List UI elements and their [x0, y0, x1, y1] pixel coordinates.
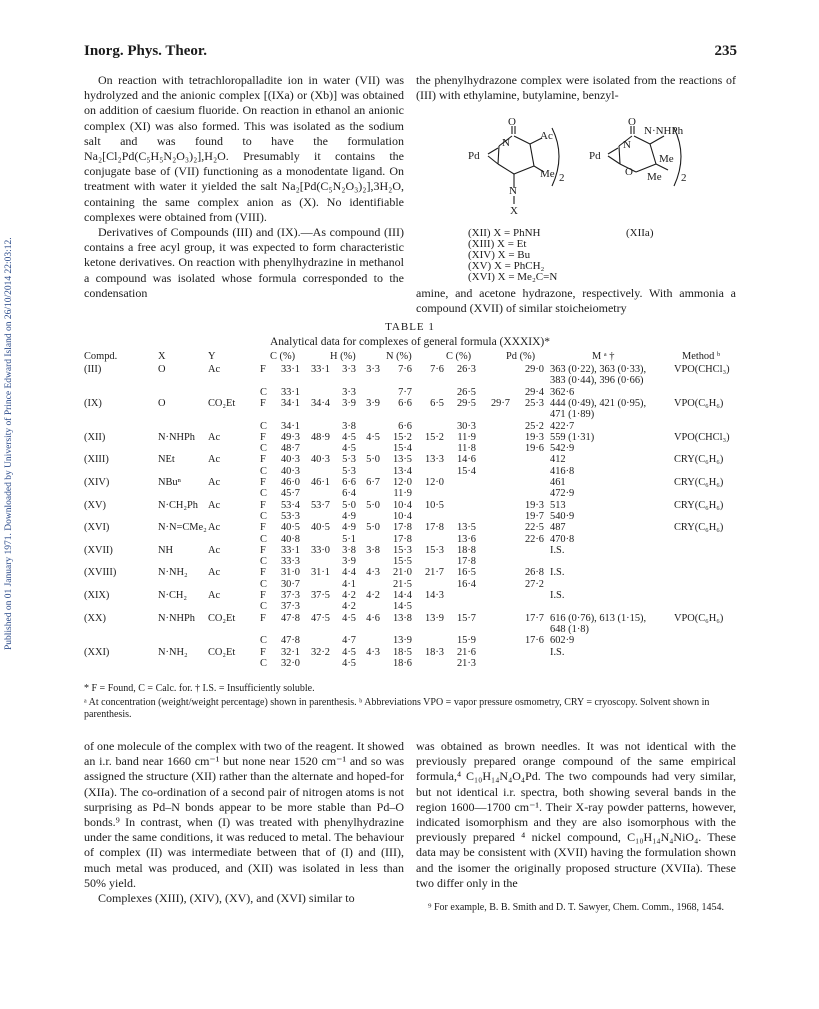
table-cell: 4·5 [342, 431, 356, 443]
table-cell: 4·5 [342, 657, 356, 669]
table-cell: 33·1 [280, 544, 300, 556]
table-cell: 3·3 [366, 364, 380, 375]
table-cell: 15·2 [392, 431, 412, 443]
table-cell: 33·1 [280, 364, 300, 375]
table-cell: 46·0 [280, 477, 300, 488]
table-cell: 25·2 [524, 420, 544, 432]
table-cell: 29·5 [456, 397, 476, 409]
table-cell: 5·0 [366, 522, 380, 534]
table-cell: 3·8 [342, 420, 356, 432]
table-cell: C [260, 635, 267, 647]
table-cell: C [260, 510, 267, 522]
table-cell: O [158, 397, 166, 409]
table-cell: 5·3 [342, 465, 356, 477]
table-cell: 14·4 [392, 590, 412, 601]
column-right-bottom [416, 739, 736, 891]
atom-label: O [625, 166, 633, 178]
table-cell: N·NH₂ [158, 646, 188, 658]
table-cell: CRY(C₆H₆) [674, 477, 724, 488]
table-cell: 4·5 [342, 612, 356, 624]
table-cell: 648 (1·8) [550, 623, 589, 635]
column-left-top [84, 73, 404, 301]
column-right-top [416, 73, 736, 103]
table-cell: C [260, 488, 267, 500]
table-cell: 29·4 [524, 386, 544, 398]
table-cell: 19·3 [524, 499, 544, 511]
table-cell: 7·6 [398, 364, 412, 375]
table-cell: 5·0 [366, 499, 380, 511]
table-cell: C [260, 533, 267, 545]
paragraph: the phenylhydrazone complex were isolated from the reactions of (III) with ethylamine, butylamine, benzyl- [416, 73, 736, 103]
table-cell: 12·0 [392, 477, 412, 488]
table-cell: 26·5 [456, 386, 476, 398]
table-cell: 37·3 [280, 601, 300, 613]
table-cell: VPO(CHCl₃) [674, 364, 730, 375]
atom-label: O [508, 116, 516, 128]
table-cell: 416·8 [550, 465, 575, 477]
table-cell: 11·9 [457, 431, 476, 443]
table-cell: I.S. [550, 544, 565, 556]
table-cell: 6·6 [398, 397, 412, 409]
column-header: Compd. [84, 351, 118, 362]
table-cell: N·CH₂Ph [158, 499, 198, 511]
table-cell: F [260, 590, 266, 601]
table-cell: CRY(C₆H₆) [674, 522, 724, 534]
table-cell: 17·7 [524, 612, 544, 624]
table-cell: N·NHPh [158, 431, 195, 443]
table-cell: 31·0 [280, 567, 300, 579]
table-cell: 363 (0·22), 363 (0·33), [550, 364, 647, 375]
table-cell: F [260, 364, 266, 375]
table-cell: 3·8 [342, 544, 356, 556]
table-cell: (IX) [84, 397, 102, 409]
table-cell: C [260, 386, 267, 398]
table-cell: 4·2 [342, 601, 356, 613]
atom-label: 2 [681, 172, 687, 184]
page-footnote: ⁹ For example, B. B. Smith and D. T. Sawyer, Chem. Comm., 1968, 1454. [428, 902, 725, 913]
table-cell: 32·2 [310, 646, 330, 658]
atom-label: N·NHPh [644, 125, 684, 137]
table-cell: C [260, 443, 267, 455]
table-cell: F [260, 499, 266, 511]
table-cell: (XX) [84, 612, 106, 624]
table-cell: 5·0 [342, 499, 356, 511]
table-cell: 5·0 [366, 454, 380, 466]
paragraph: Complexes (XIII), (XIV), (XV), and (XVI) similar to [98, 891, 355, 906]
table-cell: Ac [208, 364, 221, 375]
table-cell: 18·3 [424, 646, 444, 658]
table-cell: 40·3 [280, 465, 300, 477]
table-cell: 13·9 [424, 612, 444, 624]
table-cell: 14·3 [424, 590, 444, 601]
table-cell: 4·9 [342, 522, 356, 534]
table-cell: 383 (0·44), 396 (0·66) [550, 375, 644, 387]
table-cell: F [260, 567, 266, 579]
table-cell: 422·7 [550, 420, 575, 432]
atom-label: Me [647, 171, 662, 183]
table-cell: 30·7 [280, 578, 300, 590]
table-cell: 412 [550, 454, 566, 466]
table-cell: 16·4 [456, 578, 476, 590]
table-cell: 21·0 [392, 567, 412, 579]
table-cell: VPO(CHCl₃) [674, 431, 730, 443]
column-header: C (%) [446, 351, 472, 362]
table-cell: C [260, 601, 267, 613]
atom-label: O [628, 116, 636, 128]
table-cell: C [260, 465, 267, 477]
table-cell: NH [158, 544, 174, 556]
table-cell: 362·6 [550, 386, 575, 398]
table-cell: 32·1 [280, 646, 300, 658]
table-cell: 13·4 [392, 465, 412, 477]
table-cell: CRY(C₆H₆) [674, 499, 724, 511]
table-cell: 17·6 [524, 635, 544, 647]
table-cell: 13·3 [424, 454, 444, 466]
column-header: N (%) [386, 351, 412, 362]
analytical-data-table [84, 351, 736, 681]
table-cell: 5·1 [342, 533, 356, 545]
atom-label: Pd [468, 150, 480, 162]
compound-label: (XVI) X = Me₂C=N [468, 271, 558, 283]
table-cell: 16·5 [456, 567, 476, 579]
table-cell: 471 (1·89) [550, 409, 595, 421]
table-cell: 19·3 [524, 431, 544, 443]
table-cell: (XVIII) [84, 567, 117, 579]
table-cell: 6·6 [342, 477, 356, 488]
atom-label: X [510, 205, 518, 217]
table-cell: 3·3 [342, 386, 356, 398]
table-cell: 53·3 [280, 510, 300, 522]
table-cell: (XIV) [84, 477, 110, 488]
table-cell: 472·9 [550, 488, 575, 500]
table-cell: 17·8 [392, 522, 412, 534]
table-cell: 21·6 [456, 646, 476, 658]
table-cell: F [260, 431, 266, 443]
table-cell: 11·9 [393, 488, 412, 500]
table-cell: F [260, 397, 266, 409]
table-cell: 37·5 [310, 590, 330, 601]
table-cell: 4·9 [342, 510, 356, 522]
table-cell: 15·3 [392, 544, 412, 556]
page-number: 235 [714, 43, 737, 59]
table-cell: 3·8 [366, 544, 380, 556]
table-cell: CO₂Et [208, 646, 236, 658]
table-cell: 11·8 [457, 443, 476, 455]
atom-label: Me [540, 168, 555, 180]
download-notice: Published on 01 January 1971. Downloaded by University of Prince Edward Island on 26/10/2014 22:03:12. [4, 237, 14, 650]
structure-drawing [416, 116, 736, 226]
table-cell: 21·5 [392, 578, 412, 590]
table-cell: 4·3 [366, 567, 380, 579]
table-cell: 15·7 [456, 612, 476, 624]
table-cell: 48·7 [280, 443, 300, 455]
table-cell: I.S. [550, 567, 565, 579]
table-cell: 25·3 [524, 397, 544, 409]
table-cell: 559 (1·31) [550, 431, 595, 443]
table-cell: 13·6 [456, 533, 476, 545]
column-header: Pd (%) [506, 351, 536, 362]
table-cell: (XVI) [84, 522, 110, 534]
table-cell: 14·5 [392, 601, 412, 613]
table-cell: 4·2 [342, 590, 356, 601]
compound-label: (XIIa) [626, 227, 654, 239]
table-cell: 542·9 [550, 443, 575, 455]
table-cell: I.S. [550, 646, 565, 658]
table-cell: 40·5 [310, 522, 330, 534]
table-cell: 26·8 [524, 567, 544, 579]
table-cell: 29·7 [490, 397, 510, 409]
table-cell: 4·7 [342, 635, 356, 647]
table-cell: 40·5 [280, 522, 300, 534]
table-cell: 45·7 [280, 488, 300, 500]
column-header: X [158, 351, 166, 362]
table-cell: 40·3 [310, 454, 330, 466]
table-cell: CO₂Et [208, 397, 236, 409]
table-cell: C [260, 420, 267, 432]
table-cell: 29·0 [524, 364, 544, 375]
paragraph: was obtained as brown needles. It was not identical with the previously prepared orange compound of the same empirical formula,⁴ C₁₀H₁₄N₄O₄Pd. The two compounds had very similar, but not identical i.r. spectra, both showing several bands in the region 1600—1700 cm⁻¹. Their X-ray powder patterns, however, indicated isomorphism and they are also isomorphous with the previously prepared ⁴ nickel compound, C₁₀H₁₄N₄NiO₄. These data may be consistent with (XVII) having the formulation shown and the isomer the originally proposed structure (XVIIa). These two differ only in the [416, 739, 736, 890]
table-footnote: * F = Found, C = Calc. for. † I.S. = Insufficiently soluble. [84, 683, 315, 694]
table-cell: CO₂Et [208, 612, 236, 624]
table-cell: 513 [550, 499, 566, 511]
table-cell: 7·7 [398, 386, 412, 398]
table-cell: F [260, 544, 266, 556]
atom-label: Pd [589, 150, 601, 162]
table-cell: 602·9 [550, 635, 575, 647]
table-cell: 10·4 [392, 499, 412, 511]
atom-label: Ac [540, 130, 553, 142]
table-cell: 19·7 [524, 510, 544, 522]
table-cell: 14·6 [456, 454, 476, 466]
table-cell: 18·8 [456, 544, 476, 556]
table-cell: 18·6 [392, 657, 412, 669]
atom-label: N [623, 139, 631, 151]
table-cell: Ac [208, 522, 221, 534]
table-cell: 21·3 [456, 657, 476, 669]
table-cell: 10·5 [424, 499, 444, 511]
structure-scheme [416, 116, 736, 286]
table-cell: 10·4 [392, 510, 412, 522]
table-cell: 12·0 [424, 477, 444, 488]
table-cell: 22·6 [524, 533, 544, 545]
table-cell: (XVII) [84, 544, 113, 556]
table-cell: Ac [208, 431, 221, 443]
table-cell: 34·4 [310, 397, 330, 409]
table-cell: 18·5 [392, 646, 412, 658]
table-cell: 13·5 [456, 522, 476, 534]
table-cell: 33·0 [310, 544, 330, 556]
table-cell: O [158, 364, 166, 375]
table-cell: 53·7 [310, 499, 330, 511]
table-cell: N·N=CMe₂ [158, 522, 207, 534]
table-cell: (III) [84, 364, 102, 375]
table-cell: 461 [550, 477, 566, 488]
table-cell: 3·3 [342, 364, 356, 375]
table-cell: N·CH₂ [158, 590, 188, 601]
table-cell: 15·9 [456, 635, 476, 647]
table-cell: F [260, 454, 266, 466]
column-header: Y [208, 351, 216, 362]
table-cell: 32·0 [280, 657, 300, 669]
column-left-bottom [84, 739, 404, 906]
table-cell: 4·5 [342, 646, 356, 658]
compound-label: (XV) X = PhCH₂ [468, 260, 545, 272]
table-cell: Ac [208, 477, 221, 488]
table-cell: N·NH₂ [158, 567, 188, 579]
table-cell: 15·3 [424, 544, 444, 556]
table-cell: 34·1 [280, 397, 300, 409]
table-cell: 40·8 [280, 533, 300, 545]
table-cell: 6·4 [342, 488, 356, 500]
table-cell: 40·3 [280, 454, 300, 466]
table-cell: 47·8 [280, 612, 300, 624]
table-cell: 49·3 [280, 431, 300, 443]
table-cell: 13·9 [392, 635, 412, 647]
atom-label: N [509, 185, 517, 197]
table-cell: 15·5 [392, 556, 412, 568]
table-cell: 17·8 [424, 522, 444, 534]
table-cell: 48·9 [310, 431, 330, 443]
table-cell: 4·6 [366, 612, 380, 624]
table-cell: 487 [550, 522, 566, 534]
table-cell: VPO(C₆H₆) [674, 397, 724, 409]
table-cell: 4·2 [366, 590, 380, 601]
table-footnote: ᵃ At concentration (weight/weight percentage) shown in parenthesis. ᵇ Abbreviations VPO = vapor pressure osmometry, CRY = cryoscopy. Solvent shown in parenthesis. [84, 697, 710, 720]
table-cell: Ac [208, 454, 221, 466]
table-cell: 540·9 [550, 510, 575, 522]
table-cell: 19·6 [524, 443, 544, 455]
compound-label: (XIII) X = Et [468, 238, 527, 250]
table-cell: 6·6 [398, 420, 412, 432]
table-cell: 3·9 [342, 556, 356, 568]
table-cell: 5·3 [342, 454, 356, 466]
table-cell: F [260, 477, 266, 488]
table-cell: 13·5 [392, 454, 412, 466]
table-cell: 37·3 [280, 590, 300, 601]
table-cell: (XII) [84, 431, 106, 443]
table-cell: 47·8 [280, 635, 300, 647]
table-cell: 34·1 [280, 420, 300, 432]
table-cell: 47·5 [310, 612, 330, 624]
atom-label: N [502, 137, 510, 149]
table-cell: 4·5 [342, 443, 356, 455]
paragraph: of one molecule of the complex with two of the reagent. It showed an i.r. band near 1660 cm⁻¹ but none near 1520 cm⁻¹ and so was assigned the structure (XII) rather than the alternate and hoped-for (XIIa). The co-ordination of a second pair of nitrogen atoms is not surprising as Pd–N bonds appear to be more stable than Pd–O bonds.⁹ In contrast, when (I) was treated with phenylhydrazine under the same conditions, it was reduced to metal. The behaviour of complex (II) was intermediate between that of (I) and (III), much metal was produced, and (XII) was isolated in less than 50% yield. [84, 739, 404, 890]
table-cell: 470·8 [550, 533, 575, 545]
column-header: Method ᵇ [682, 351, 721, 362]
table-cell: Ac [208, 544, 221, 556]
table-cell: 26·3 [456, 364, 476, 375]
table-cell: C [260, 657, 267, 669]
table-cell: 33·1 [280, 386, 300, 398]
table-cell: 17·8 [392, 533, 412, 545]
table-cell: C [260, 556, 267, 568]
journal-title: Inorg. Phys. Theor. [84, 43, 207, 59]
column-right-top-cont [416, 286, 736, 316]
table-cell: (XV) [84, 499, 106, 511]
table-cell: Ac [208, 590, 221, 601]
table-cell: 15·4 [456, 465, 476, 477]
table-cell: 31·1 [310, 567, 330, 579]
table-cell: 30·3 [456, 420, 476, 432]
table-cell: 13·8 [392, 612, 412, 624]
table-cell: NEt [158, 454, 175, 466]
table-caption: Analytical data for complexes of general formula (XXXIX)* [269, 336, 551, 348]
table-cell: 33·3 [280, 556, 300, 568]
table-cell: 17·8 [456, 556, 476, 568]
table-cell: F [260, 612, 266, 624]
atom-label: Me [659, 153, 674, 165]
table-cell: 46·1 [310, 477, 330, 488]
table-cell: 444 (0·49), 421 (0·95), [550, 397, 647, 409]
table-cell: F [260, 646, 266, 658]
table-cell: 33·1 [310, 364, 330, 375]
table-cell: Ac [208, 499, 221, 511]
table-cell: 15·4 [392, 443, 412, 455]
paragraph: On reaction with tetrachloropalladite ion in water (VII) was hydrolyzed and the anionic complex [(IXa) or (Xb)] was obtained on addition of caesium fluoride. On reaction in ethanol an anionic complex (XI) was also formed. This was isolated as the sodium salt and was found to have the formulation Na₂[Cl₂Pd(C₅H₅N₂O₃)₂],H₂O. Presumably it contains the conjugate base of (VII) functioning as a monodentate ligand. On treatment with water it yielded the salt Na₂[Pd(C₅N₂O₃)₂],3H₂O, containing the same complex anion as (X). No identifiable complexes were obtained from (VIII). [84, 73, 404, 224]
table-cell: C [260, 578, 267, 590]
column-header: M ᵃ † [592, 351, 615, 362]
table-cell: 27·2 [524, 578, 544, 590]
table-cell: (XIII) [84, 454, 109, 466]
atom-label: 2 [559, 172, 565, 184]
table-cell: 4·5 [366, 431, 380, 443]
table-cell: 21·7 [424, 567, 444, 579]
table-number: TABLE 1 [385, 321, 435, 333]
table-cell: 4·1 [342, 578, 356, 590]
compound-label: (XII) X = PhNH [468, 227, 541, 239]
table-cell: 7·6 [430, 364, 444, 375]
table-cell: 4·3 [366, 646, 380, 658]
table-cell: F [260, 522, 266, 534]
table-cell: 22·5 [524, 522, 544, 534]
table-cell: I.S. [550, 590, 565, 601]
table-cell: 4·4 [342, 567, 356, 579]
paragraph: Derivatives of Compounds (III) and (IX).—As compound (III) contains a free acyl group, it was expected to form characteristic ketone derivatives. On reaction with phenylhydrazine in methanol a compound was isolated whose formula corresponded to the condensation [84, 225, 404, 300]
table-cell: (XIX) [84, 590, 110, 601]
table-cell: 3·9 [366, 397, 380, 409]
table-cell: Ac [208, 567, 221, 579]
table-cell: 53·4 [280, 499, 300, 511]
table-cell: VPO(C₆H₆) [674, 612, 724, 624]
column-header: C (%) [270, 351, 296, 362]
table-cell: 616 (0·76), 613 (1·15), [550, 612, 647, 624]
compound-label: (XIV) X = Bu [468, 249, 531, 261]
table-cell: 3·9 [342, 397, 356, 409]
table-cell: NBuⁿ [158, 477, 181, 488]
table-cell: 15·2 [424, 431, 444, 443]
table-cell: (XXI) [84, 646, 110, 658]
table-cell: 6·7 [366, 477, 380, 488]
paragraph: amine, and acetone hydrazone, respectively. With ammonia a compound (XVII) of similar stoicheiometry [416, 286, 736, 316]
table-cell: 6·5 [430, 397, 444, 409]
column-header: H (%) [330, 351, 356, 362]
table-cell: CRY(C₆H₆) [674, 454, 724, 466]
table-cell: N·NHPh [158, 612, 195, 624]
